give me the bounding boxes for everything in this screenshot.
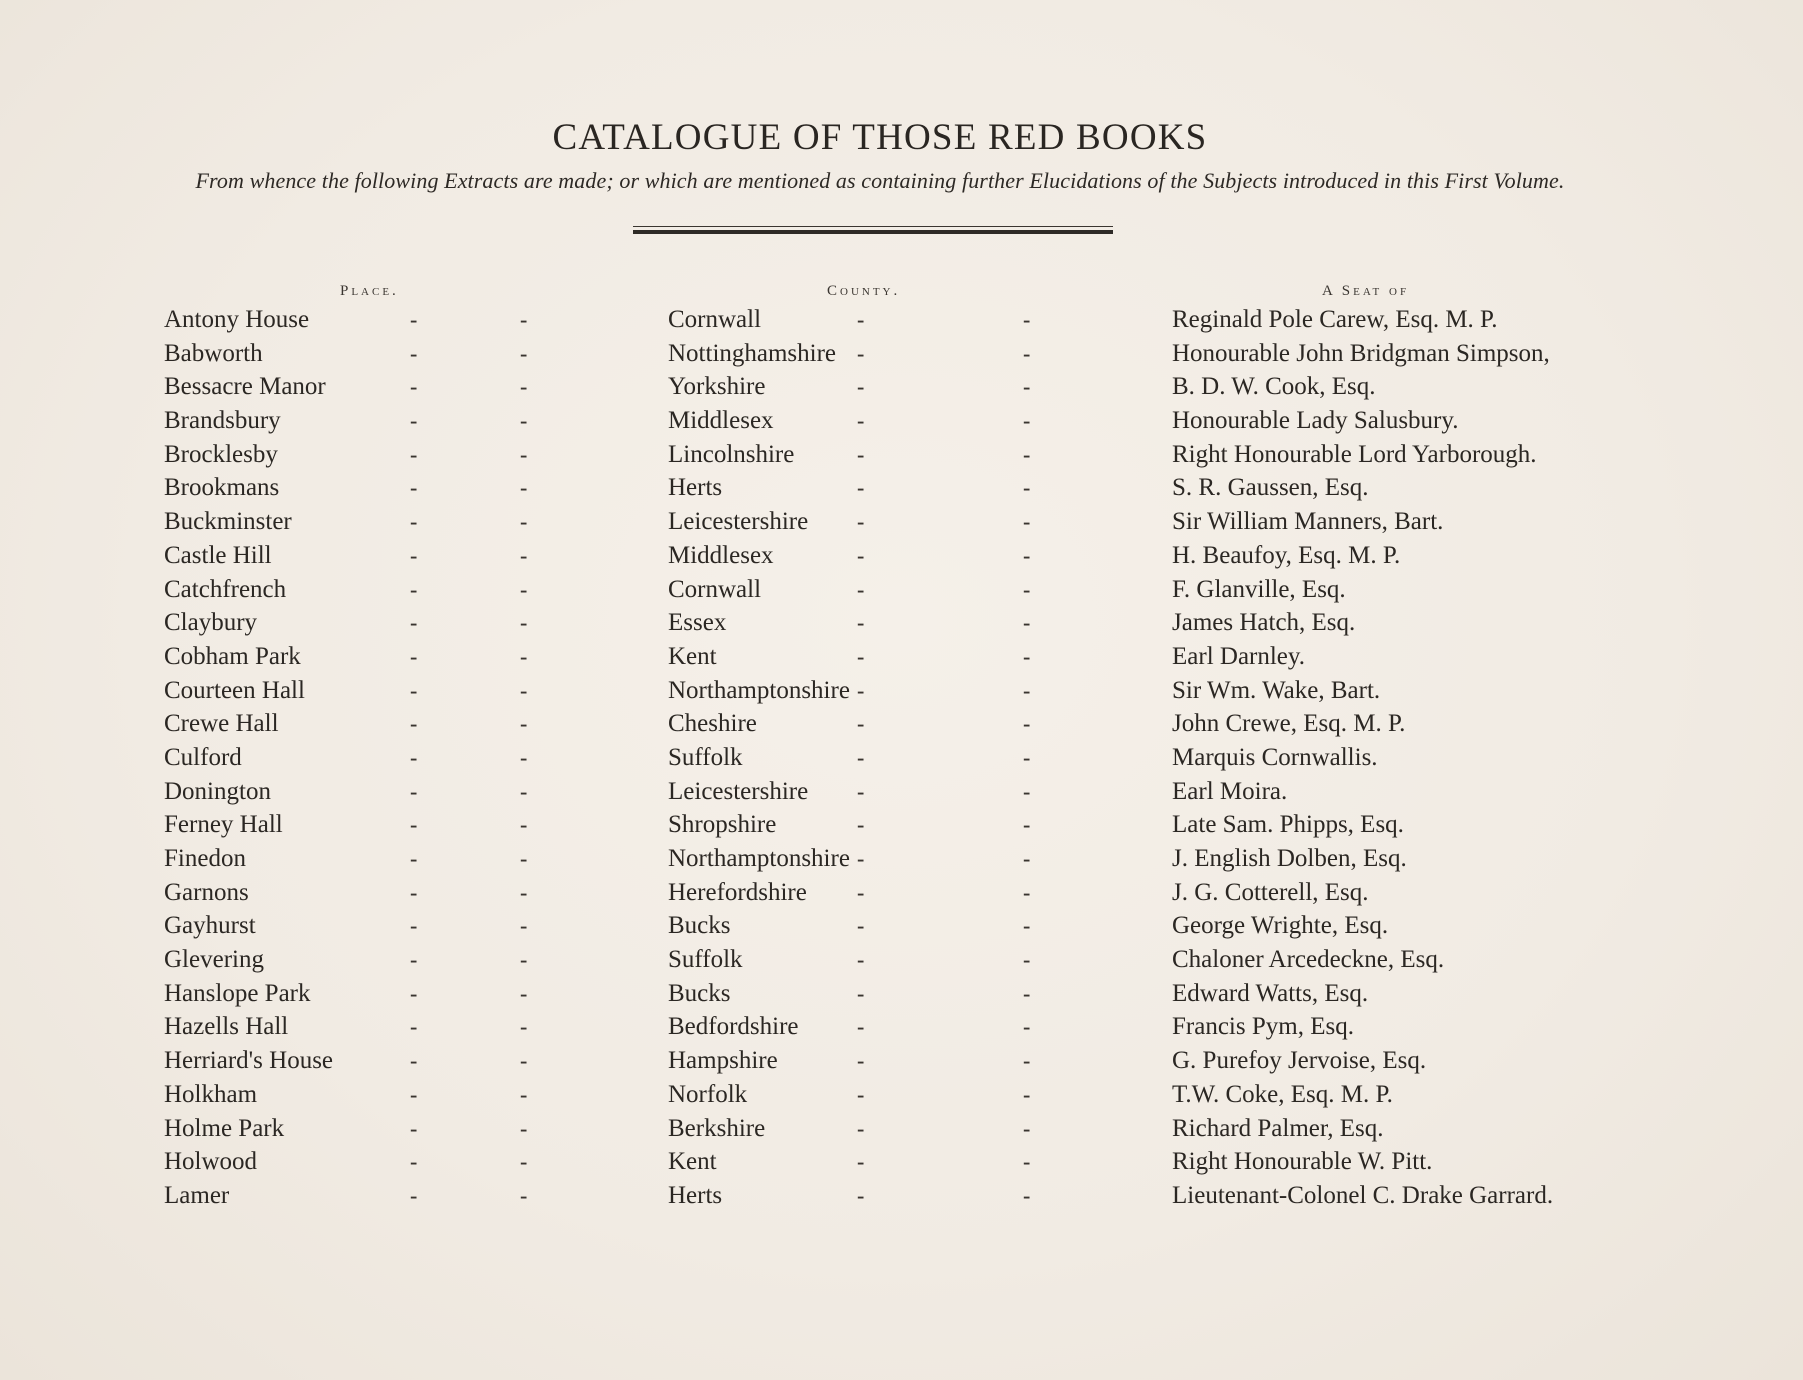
table-row [0, 640, 1803, 674]
table-row [0, 775, 1803, 809]
separator-dash: - [410, 778, 418, 804]
table-row [0, 909, 1803, 943]
county-cell: Bucks [668, 912, 731, 940]
separator-dash: - [410, 1149, 418, 1175]
separator-dash: - [520, 812, 528, 838]
separator-dash: - [410, 744, 418, 770]
county-cell: Shropshire [668, 811, 777, 839]
separator-dash: - [520, 913, 528, 939]
seat-cell: Marquis Cornwallis. [1172, 743, 1378, 771]
county-cell: Cheshire [668, 710, 757, 738]
table-row [0, 1078, 1803, 1112]
separator-dash: - [1023, 340, 1031, 366]
separator-dash: - [1023, 1081, 1031, 1107]
separator-dash: - [410, 610, 418, 636]
separator-dash: - [520, 677, 528, 703]
table-row [0, 741, 1803, 775]
separator-dash: - [857, 778, 865, 804]
separator-dash: - [1023, 879, 1031, 905]
table-row [0, 471, 1803, 505]
title-rule-thick [633, 230, 1113, 234]
separator-dash: - [857, 846, 865, 871]
separator-dash: - [520, 980, 528, 1006]
separator-dash: - [410, 576, 418, 602]
county-cell: Cornwall [668, 575, 762, 603]
place-cell: Holwood [164, 1148, 258, 1176]
separator-dash: - [1023, 913, 1031, 939]
seat-cell: Lieutenant-Colonel C. Drake Garrard. [1172, 1181, 1554, 1209]
separator-dash: - [857, 1182, 865, 1208]
table-row [0, 606, 1803, 640]
separator-dash: - [410, 441, 418, 467]
seat-cell: James Hatch, Esq. [1172, 609, 1356, 637]
county-cell: Yorkshire [668, 373, 766, 401]
table-row [0, 876, 1803, 910]
table-row [0, 505, 1803, 539]
column-header-seat: A Seat of [1322, 283, 1410, 299]
separator-dash: - [1023, 778, 1031, 804]
place-cell: Donington [164, 777, 271, 805]
separator-dash: - [1023, 812, 1031, 838]
table-row [0, 1010, 1803, 1044]
seat-cell: John Crewe, Esq. M. P. [1172, 710, 1406, 738]
separator-dash: - [857, 509, 865, 535]
separator-dash: - [857, 879, 865, 905]
separator-dash: - [1023, 1182, 1031, 1208]
separator-dash: - [1023, 475, 1031, 501]
table-row [0, 573, 1803, 607]
seat-cell: George Wrighte, Esq. [1172, 912, 1389, 940]
seat-cell: Earl Darnley. [1172, 642, 1306, 670]
separator-dash: - [1023, 509, 1031, 535]
separator-dash: - [520, 542, 528, 568]
separator-dash: - [520, 1182, 528, 1208]
separator-dash: - [857, 947, 865, 973]
county-cell: Bedfordshire [668, 1013, 799, 1041]
place-cell: Ferney Hall [164, 811, 283, 839]
separator-dash: - [1023, 576, 1031, 602]
separator-dash: - [520, 408, 528, 434]
separator-dash: - [520, 340, 528, 366]
place-cell: Catchfrench [164, 575, 287, 603]
separator-dash: - [857, 1115, 865, 1141]
seat-cell: Edward Watts, Esq. [1172, 979, 1369, 1007]
separator-dash: - [857, 1048, 865, 1074]
separator-dash: - [857, 1149, 865, 1175]
county-cell: Cornwall [668, 306, 762, 333]
separator-dash: - [857, 711, 865, 737]
separator-dash: - [1023, 1048, 1031, 1074]
seat-cell: Reginald Pole Carew, Esq. M. P. [1172, 306, 1498, 333]
separator-dash: - [520, 509, 528, 535]
place-cell: Brandsbury [164, 407, 281, 435]
page-subtitle: From whence the following Extracts are made; or which are mentioned as containing further Elucidations of the Subjects introduced in this First Volume. [195, 168, 1565, 193]
county-cell: Lincolnshire [668, 440, 795, 468]
place-cell: Finedon [164, 845, 246, 872]
separator-dash: - [520, 846, 528, 871]
seat-cell: G. Purefoy Jervoise, Esq. [1172, 1047, 1427, 1075]
column-header-place: Place. [340, 283, 399, 299]
separator-dash: - [410, 879, 418, 905]
separator-dash: - [410, 1115, 418, 1141]
seat-cell: Sir Wm. Wake, Bart. [1172, 676, 1381, 704]
table-row [0, 808, 1803, 842]
seat-cell: Francis Pym, Esq. [1172, 1013, 1354, 1041]
separator-dash: - [520, 1115, 528, 1141]
separator-dash: - [520, 307, 528, 332]
place-cell: Hazells Hall [164, 1013, 289, 1041]
separator-dash: - [1023, 643, 1031, 669]
separator-dash: - [1023, 374, 1031, 400]
title-rule-thin [633, 226, 1113, 227]
place-cell: Cobham Park [164, 642, 301, 670]
county-cell: Middlesex [668, 407, 774, 435]
seat-cell: S. R. Gaussen, Esq. [1172, 474, 1369, 502]
separator-dash: - [410, 677, 418, 703]
county-cell: Herts [668, 1181, 723, 1209]
separator-dash: - [520, 475, 528, 501]
separator-dash: - [410, 980, 418, 1006]
seat-cell: Sir William Manners, Bart. [1172, 508, 1444, 536]
county-cell: Bucks [668, 979, 731, 1007]
place-cell: Babworth [164, 339, 263, 367]
separator-dash: - [857, 677, 865, 703]
separator-dash: - [410, 947, 418, 973]
column-header-county: County. [827, 283, 901, 299]
county-cell: Suffolk [668, 946, 743, 974]
separator-dash: - [857, 812, 865, 838]
place-cell: Brookmans [164, 474, 280, 502]
county-cell: Essex [668, 609, 727, 637]
separator-dash: - [520, 1149, 528, 1175]
separator-dash: - [410, 408, 418, 434]
place-cell: Culford [164, 743, 242, 771]
separator-dash: - [520, 643, 528, 669]
table-row [0, 842, 1803, 876]
separator-dash: - [410, 374, 418, 400]
separator-dash: - [520, 778, 528, 804]
place-cell: Lamer [164, 1181, 230, 1209]
separator-dash: - [857, 441, 865, 467]
separator-dash: - [1023, 711, 1031, 737]
county-cell: Northamptonshire [668, 845, 850, 872]
separator-dash: - [857, 475, 865, 501]
separator-dash: - [857, 980, 865, 1006]
place-cell: Herriard's House [164, 1047, 334, 1075]
table-row [0, 1179, 1803, 1213]
separator-dash: - [410, 340, 418, 366]
separator-dash: - [857, 542, 865, 568]
table-row [0, 1145, 1803, 1179]
table-row [0, 404, 1803, 438]
table-row [0, 370, 1803, 404]
page-title: CATALOGUE OF THOSE RED BOOKS [552, 117, 1208, 158]
table-row [0, 1044, 1803, 1078]
seat-cell: T.W. Coke, Esq. M. P. [1172, 1080, 1393, 1108]
separator-dash: - [1023, 980, 1031, 1006]
separator-dash: - [410, 475, 418, 501]
separator-dash: - [520, 1081, 528, 1107]
table-row [0, 303, 1803, 337]
place-cell: Holme Park [164, 1114, 285, 1142]
table-row [0, 977, 1803, 1011]
seat-cell: Honourable John Bridgman Simpson, [1172, 339, 1550, 367]
county-cell: Norfolk [668, 1080, 748, 1108]
separator-dash: - [1023, 846, 1031, 871]
separator-dash: - [520, 711, 528, 737]
separator-dash: - [410, 1048, 418, 1074]
catalogue-list [0, 303, 1803, 1213]
place-cell: Crewe Hall [164, 710, 279, 738]
seat-cell: Right Honourable W. Pitt. [1172, 1148, 1433, 1176]
county-cell: Northamptonshire [668, 676, 850, 704]
seat-cell: Late Sam. Phipps, Esq. [1172, 811, 1404, 839]
county-cell: Leicestershire [668, 777, 809, 805]
place-cell: Garnons [164, 878, 249, 906]
separator-dash: - [520, 947, 528, 973]
table-row [0, 539, 1803, 573]
county-cell: Kent [668, 1148, 717, 1176]
separator-dash: - [857, 913, 865, 939]
seat-cell: Richard Palmer, Esq. [1172, 1114, 1384, 1142]
separator-dash: - [410, 1014, 418, 1040]
place-cell: Castle Hill [164, 541, 272, 569]
separator-dash: - [857, 1081, 865, 1107]
county-cell: Kent [668, 642, 717, 670]
seat-cell: Right Honourable Lord Yarborough. [1172, 440, 1537, 468]
table-row [0, 943, 1803, 977]
seat-cell: H. Beaufoy, Esq. M. P. [1172, 541, 1401, 569]
county-cell: Hampshire [668, 1047, 778, 1075]
seat-cell: J. English Dolben, Esq. [1172, 845, 1407, 872]
separator-dash: - [410, 846, 418, 871]
separator-dash: - [857, 374, 865, 400]
separator-dash: - [520, 441, 528, 467]
place-cell: Courteen Hall [164, 676, 305, 704]
separator-dash: - [857, 307, 865, 332]
place-cell: Hanslope Park [164, 979, 311, 1007]
separator-dash: - [857, 744, 865, 770]
place-cell: Buckminster [164, 508, 292, 536]
county-cell: Herefordshire [668, 878, 807, 906]
county-cell: Herts [668, 474, 723, 502]
place-cell: Antony House [164, 306, 310, 333]
separator-dash: - [520, 610, 528, 636]
separator-dash: - [1023, 307, 1031, 332]
place-cell: Bessacre Manor [164, 373, 326, 401]
separator-dash: - [1023, 947, 1031, 973]
seat-cell: Earl Moira. [1172, 777, 1288, 805]
separator-dash: - [410, 711, 418, 737]
separator-dash: - [410, 542, 418, 568]
separator-dash: - [857, 340, 865, 366]
place-cell: Glevering [164, 946, 264, 974]
separator-dash: - [857, 610, 865, 636]
seat-cell: F. Glanville, Esq. [1172, 575, 1346, 603]
separator-dash: - [1023, 744, 1031, 770]
separator-dash: - [520, 1014, 528, 1040]
seat-cell: B. D. W. Cook, Esq. [1172, 373, 1376, 401]
separator-dash: - [520, 374, 528, 400]
separator-dash: - [857, 1014, 865, 1040]
separator-dash: - [410, 509, 418, 535]
separator-dash: - [1023, 1115, 1031, 1141]
separator-dash: - [1023, 677, 1031, 703]
separator-dash: - [1023, 1014, 1031, 1040]
place-cell: Brocklesby [164, 440, 278, 468]
seat-cell: J. G. Cotterell, Esq. [1172, 878, 1369, 906]
seat-cell: Chaloner Arcedeckne, Esq. [1172, 946, 1445, 974]
county-cell: Suffolk [668, 743, 743, 771]
table-row [0, 707, 1803, 741]
separator-dash: - [1023, 408, 1031, 434]
table-row [0, 674, 1803, 708]
separator-dash: - [410, 913, 418, 939]
county-cell: Middlesex [668, 541, 774, 569]
separator-dash: - [410, 1182, 418, 1208]
separator-dash: - [857, 643, 865, 669]
separator-dash: - [857, 576, 865, 602]
place-cell: Claybury [164, 609, 258, 637]
county-cell: Berkshire [668, 1114, 766, 1142]
separator-dash: - [520, 744, 528, 770]
county-cell: Leicestershire [668, 508, 809, 536]
separator-dash: - [857, 408, 865, 434]
county-cell: Nottinghamshire [668, 339, 837, 367]
separator-dash: - [520, 576, 528, 602]
table-row [0, 337, 1803, 371]
table-row [0, 1112, 1803, 1146]
separator-dash: - [410, 812, 418, 838]
place-cell: Holkham [164, 1080, 258, 1108]
seat-cell: Honourable Lady Salusbury. [1172, 407, 1459, 435]
separator-dash: - [520, 1048, 528, 1074]
separator-dash: - [1023, 610, 1031, 636]
separator-dash: - [1023, 1149, 1031, 1175]
separator-dash: - [1023, 542, 1031, 568]
place-cell: Gayhurst [164, 912, 256, 940]
separator-dash: - [410, 307, 418, 332]
separator-dash: - [1023, 441, 1031, 467]
separator-dash: - [520, 879, 528, 905]
separator-dash: - [410, 1081, 418, 1107]
separator-dash: - [410, 643, 418, 669]
table-row [0, 438, 1803, 472]
